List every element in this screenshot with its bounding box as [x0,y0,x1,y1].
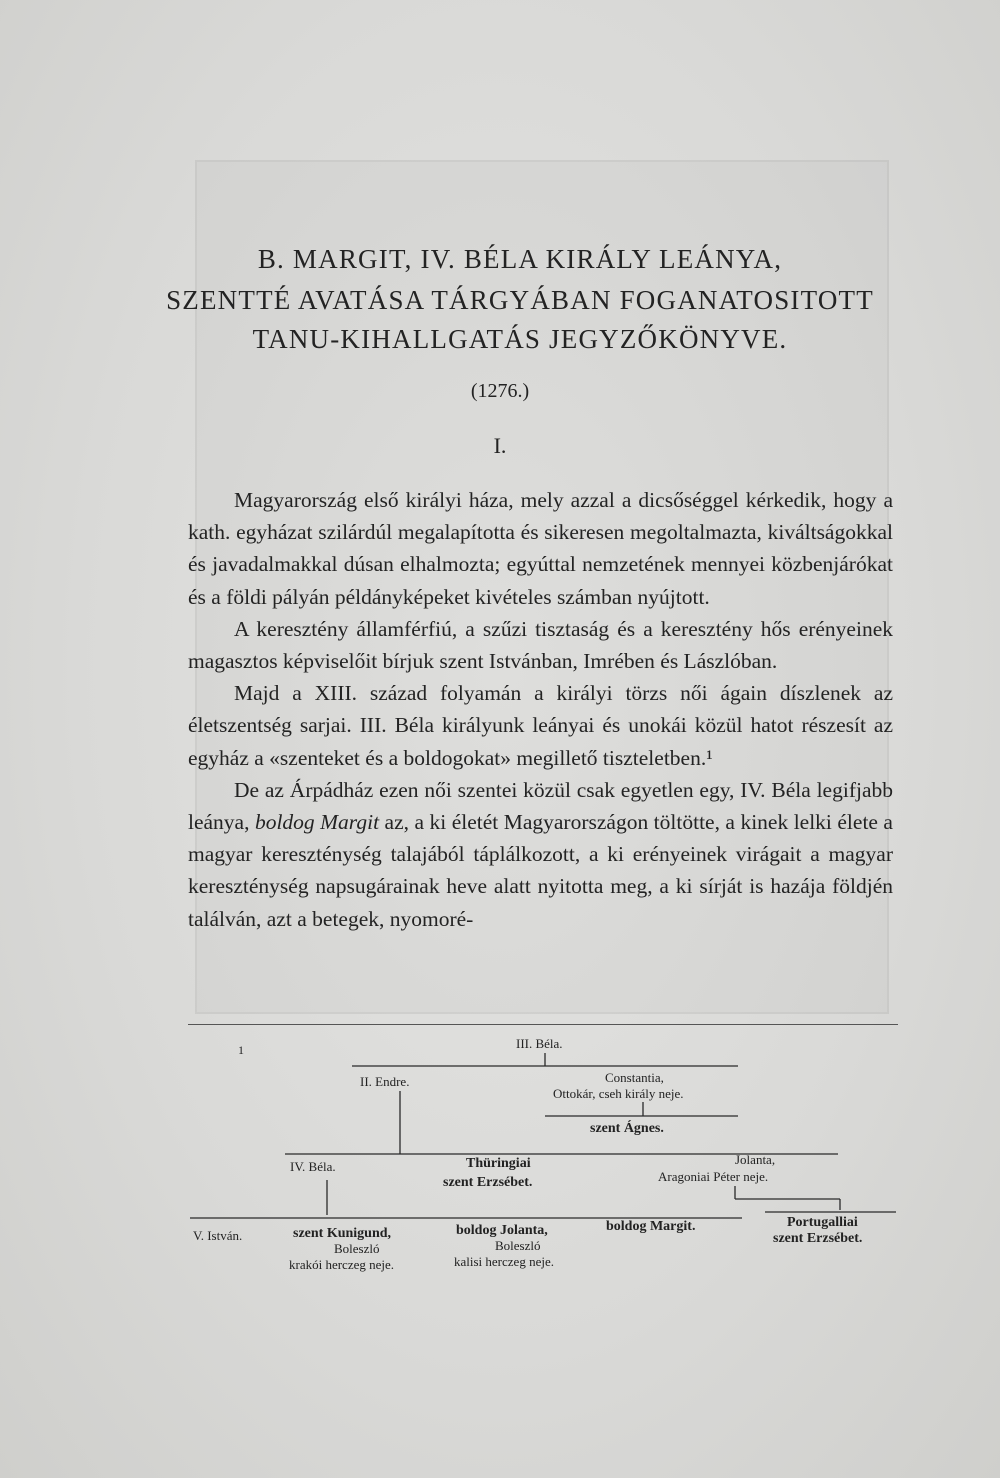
tree-porterzs-1: Portugalliai [787,1215,858,1230]
tree-bjolanta-1: boldog Jolanta, [456,1223,548,1238]
tree-erzsebet-2: szent Erzsébet. [443,1175,533,1190]
tree-root: III. Béla. [516,1036,563,1051]
tree-kunigund-3: krakói herczeg neje. [289,1257,395,1272]
tree-constantia-1: Constantia, [605,1070,664,1085]
paragraph-2: A keresztény államférfiú, a szűzi tisztaság és a keresztény hős erényeinek magasztos képviselőit bírjuk szent Istvánban, Imrében és Lászlóban. [188,616,893,674]
paragraph-3: Majd a XIII. század folyamán a királyi törzs női ágain díszlenek az életszentség sarjai. III. Béla királyunk leányai és unokái közül hatot részesít az egyház a «szenteket és a boldogokat» megillető tiszteletben.¹ [188,681,893,770]
tree-istvan: V. István. [193,1228,243,1243]
title-line-2: SZENTTÉ AVATÁSA TÁRGYÁBAN FOGANATOSITOTT [166,285,874,315]
paragraph-4-end: az, a ki életét Magyarországon töltötte, a kinek lelki élete a magyar kereszténység talajából táplálkozott, a ki erényeinek virágait a magyar kereszténység napsugárainak heve alatt nyitotta meg, a ki sírját is hazája földjén találván, azt a betegek, nyomoré- [188,810,893,931]
year: (1276.) [470,380,530,402]
tree-kunigund-1: szent Kunigund, [293,1226,392,1241]
title-line-1: B. MARGIT, IV. BÉLA KIRÁLY LEÁNYA, [257,244,783,274]
tree-kunigund-2: Boleszló [334,1241,380,1256]
tree-constantia-2: Ottokár, cseh király neje. [553,1086,684,1101]
tree-agnes: szent Ágnes. [590,1121,664,1136]
paragraph-1: Magyarország első királyi háza, mely azzal a dicsőséggel kérkedik, hogy a kath. egyházat szilárdúl megalapította és sikeresen megoltalmazta, kiváltságokkal és javadalmakkal dúsan elhalmozta; egyúttal nemzetének mennyei közbenjárókat és a földi pályán példányképeket kivételes számban nyújtott. [188,488,893,609]
title-line-3: TANU-KIHALLGATÁS JEGYZŐKÖNYVE. [252,324,788,354]
tree-bjolanta-3: kalisi herczeg neje. [454,1254,554,1269]
tree-jolanta-1: Jolanta, [735,1152,776,1167]
tree-porterzs-2: szent Erzsébet. [773,1231,863,1246]
tree-bela4: IV. Béla. [290,1159,336,1174]
section-number: I. [493,433,507,458]
paragraph-4-name: boldog Margit [254,810,380,835]
tree-bjolanta-2: Boleszló [495,1238,541,1253]
footnote-number: 1 [238,1043,244,1057]
tree-jolanta-2: Aragoniai Péter neje. [658,1169,769,1184]
tree-erzsebet-1: Thüringiai [466,1156,531,1171]
tree-endre: II. Endre. [360,1074,410,1089]
paragraph-4-start: De az Árpádház ezen női szentei közül csak egyetlen egy, IV. Béla legifjabb leánya, [188,777,893,835]
tree-margit: boldog Margit. [606,1219,696,1234]
